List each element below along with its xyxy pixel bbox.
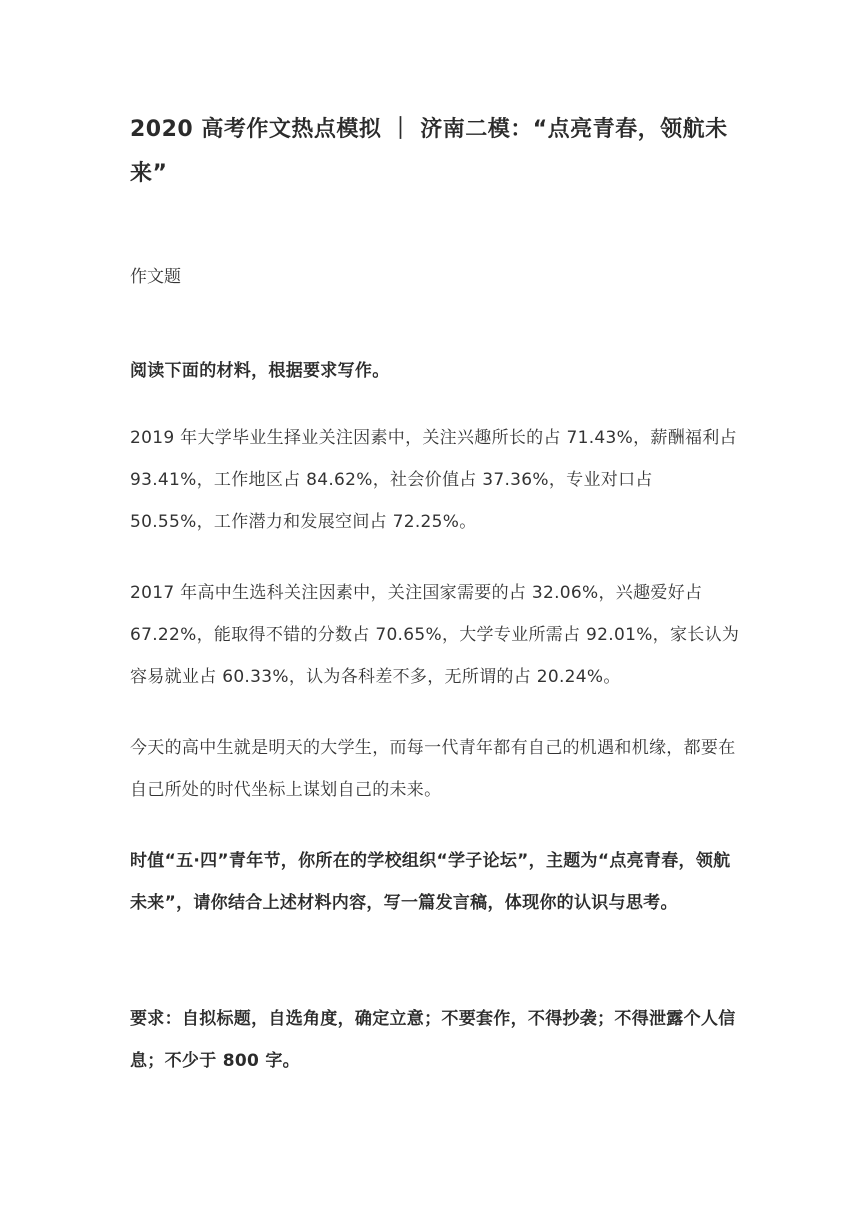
paragraph-2019-graduates: 2019 年大学毕业生择业关注因素中，关注兴趣所长的占 71.43%，薪酬福利占 93.41%，工作地区占 84.62%，社会价值占 37.36%，专业对口占 50.55%，工作潜力和发展空间占 72.25%。	[130, 428, 737, 532]
task-text: 时值“五·四”青年节，你所在的学校组织“学子论坛”，主题为“点亮青春，领航未来”，请你结合上述材料内容，写一篇发言稿，体现你的认识与思考。	[130, 851, 731, 913]
requirements-text: 要求：自拟标题，自选角度，确定立意；不要套作，不得抄袭；不得泄露个人信息；不少于 800 字。	[130, 1009, 736, 1071]
paragraph-2017-students: 2017 年高中生选科关注因素中，关注国家需要的占 32.06%，兴趣爱好占 67.22%，能取得不错的分数占 70.65%，大学专业所需占 92.01%，家长认为容易就业占 60.33%，认为各科差不多，无所谓的占 20.24%。	[130, 583, 740, 687]
paragraph-today: 今天的高中生就是明天的大学生，而每一代青年都有自己的机遇和机缘，都要在自己所处的时代坐标上谋划自己的未来。	[130, 738, 736, 800]
page-title: 2020 高考作文热点模拟 ｜ 济南二模：“点亮青春，领航未来”	[130, 117, 728, 186]
instruction-text: 阅读下面的材料，根据要求写作。	[130, 361, 390, 381]
section-label: 作文题	[130, 267, 181, 287]
